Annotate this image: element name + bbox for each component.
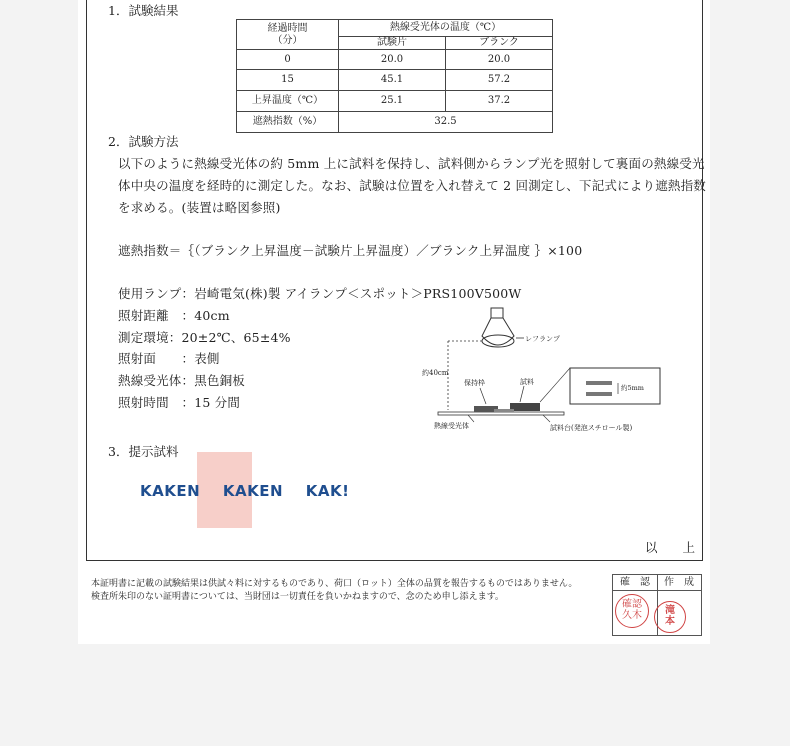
- sample-logo: KAKEN: [140, 482, 201, 500]
- row-label: 上昇温度（℃）: [237, 91, 339, 112]
- lamp-label: レフランプ: [525, 335, 560, 343]
- col-time-header-line2: （分）: [272, 34, 303, 46]
- detail-sample: [586, 381, 612, 385]
- holder-frame: [494, 409, 514, 412]
- index-value: 32.5: [339, 112, 553, 133]
- method-line: 以下のように熱線受光体の約 5mm 上に試料を保持し、試料側からランプ光を照射して裏面の熱線受光: [118, 156, 705, 171]
- sub-header-blank: ブランク: [446, 37, 553, 50]
- base-plate: [438, 412, 564, 415]
- stand-pointer: [543, 415, 550, 422]
- row-sample: 45.1: [339, 70, 446, 91]
- distance-label: 約40cm: [422, 369, 449, 377]
- table-row: [237, 91, 553, 112]
- author-seal-text: 滝: [665, 605, 675, 616]
- receiver-label: 熱線受光体: [434, 422, 469, 430]
- confirm-seal-text: 久木: [622, 609, 642, 621]
- col-time-header-line1: 経過時間: [267, 23, 308, 34]
- col-time-header: [237, 20, 339, 50]
- section3-title: 3．提示試料: [108, 444, 179, 459]
- gap-label: 約5mm: [621, 384, 644, 392]
- holder-label: 保持枠: [464, 379, 485, 387]
- table-row: [237, 50, 553, 70]
- end-mark: 以 上: [645, 540, 696, 555]
- lamp-base: [491, 308, 503, 318]
- detail-inset: [570, 368, 660, 404]
- row-label: 15: [237, 70, 339, 91]
- receiver-pointer: [468, 415, 474, 422]
- confirm-seal-text: 確認: [622, 599, 642, 610]
- method-line: 体中央の温度を経時的に測定した。なお、試験は位置を入れ替えて 2 回測定し、下記式により遮熱指数: [118, 178, 707, 193]
- section1-title: 1．試験結果: [108, 3, 179, 18]
- footer-note: 検査所朱印のない証明書については、当財団は一切責任を負いかねますので、念のため申し添えます。: [91, 592, 504, 602]
- sample-pointer: [520, 386, 524, 402]
- table-row: [237, 112, 553, 133]
- sample-block: [510, 403, 540, 411]
- formula: 遮熱指数＝｛（ブランク上昇温度－試験片上昇温度）／ブランク上昇温度 ｝×100: [118, 243, 583, 258]
- table-row: [237, 70, 553, 91]
- row-sample: 25.1: [339, 91, 446, 112]
- section2-title: 2．試験方法: [108, 134, 179, 149]
- condition-environment: 測定環境：20±2℃、65±4%: [118, 330, 291, 345]
- condition-receiver: 熱線受光体：黒色銅板: [118, 373, 246, 388]
- row-blank: 57.2: [446, 70, 553, 91]
- sample-logo: KAK!: [305, 482, 350, 500]
- condition-lamp: 使用ランプ：岩崎電気(株)製 アイランプ＜スポット＞PRS100V500W: [118, 286, 522, 301]
- sample-label: 試料: [520, 378, 534, 386]
- footer-disclaimer: 本証明書に記載の試験結果は供試々料に対するものであり、荷口（ロット）全体の品質を報告するものではありません。: [91, 579, 578, 589]
- confirm-header: 確 認: [613, 575, 658, 591]
- confirm-seal: [615, 594, 649, 628]
- author-seal: [654, 601, 686, 633]
- row-blank: 20.0: [446, 50, 553, 70]
- row-label: 0: [237, 50, 339, 70]
- author-seal-text: 本: [665, 615, 675, 627]
- index-label: 遮熱指数（%）: [237, 112, 339, 133]
- row-sample: 20.0: [339, 50, 446, 70]
- lamp-bulb-icon: [482, 318, 514, 345]
- author-header: 作 成: [657, 575, 701, 591]
- inset-pointer: [540, 368, 570, 402]
- method-line: を求める。(装置は略図参照): [118, 200, 281, 215]
- col-temp-header: 熱線受光体の温度（℃）: [339, 20, 553, 37]
- sample-logo: KAKEN: [222, 482, 284, 500]
- apparatus-diagram: [418, 306, 668, 436]
- stand-label: 試料台(発泡スチロール製): [550, 424, 633, 432]
- detail-receiver: [586, 392, 612, 396]
- sample-strip: [140, 482, 349, 500]
- results-table: [236, 19, 553, 133]
- condition-time: 照射時間 ：15 分間: [118, 395, 241, 410]
- condition-surface: 照射面 ：表側: [118, 351, 220, 366]
- sub-header-sample: 試験片: [339, 37, 446, 50]
- holder-pointer: [480, 388, 486, 404]
- row-blank: 37.2: [446, 91, 553, 112]
- condition-distance: 照射距離 ：40cm: [118, 308, 230, 323]
